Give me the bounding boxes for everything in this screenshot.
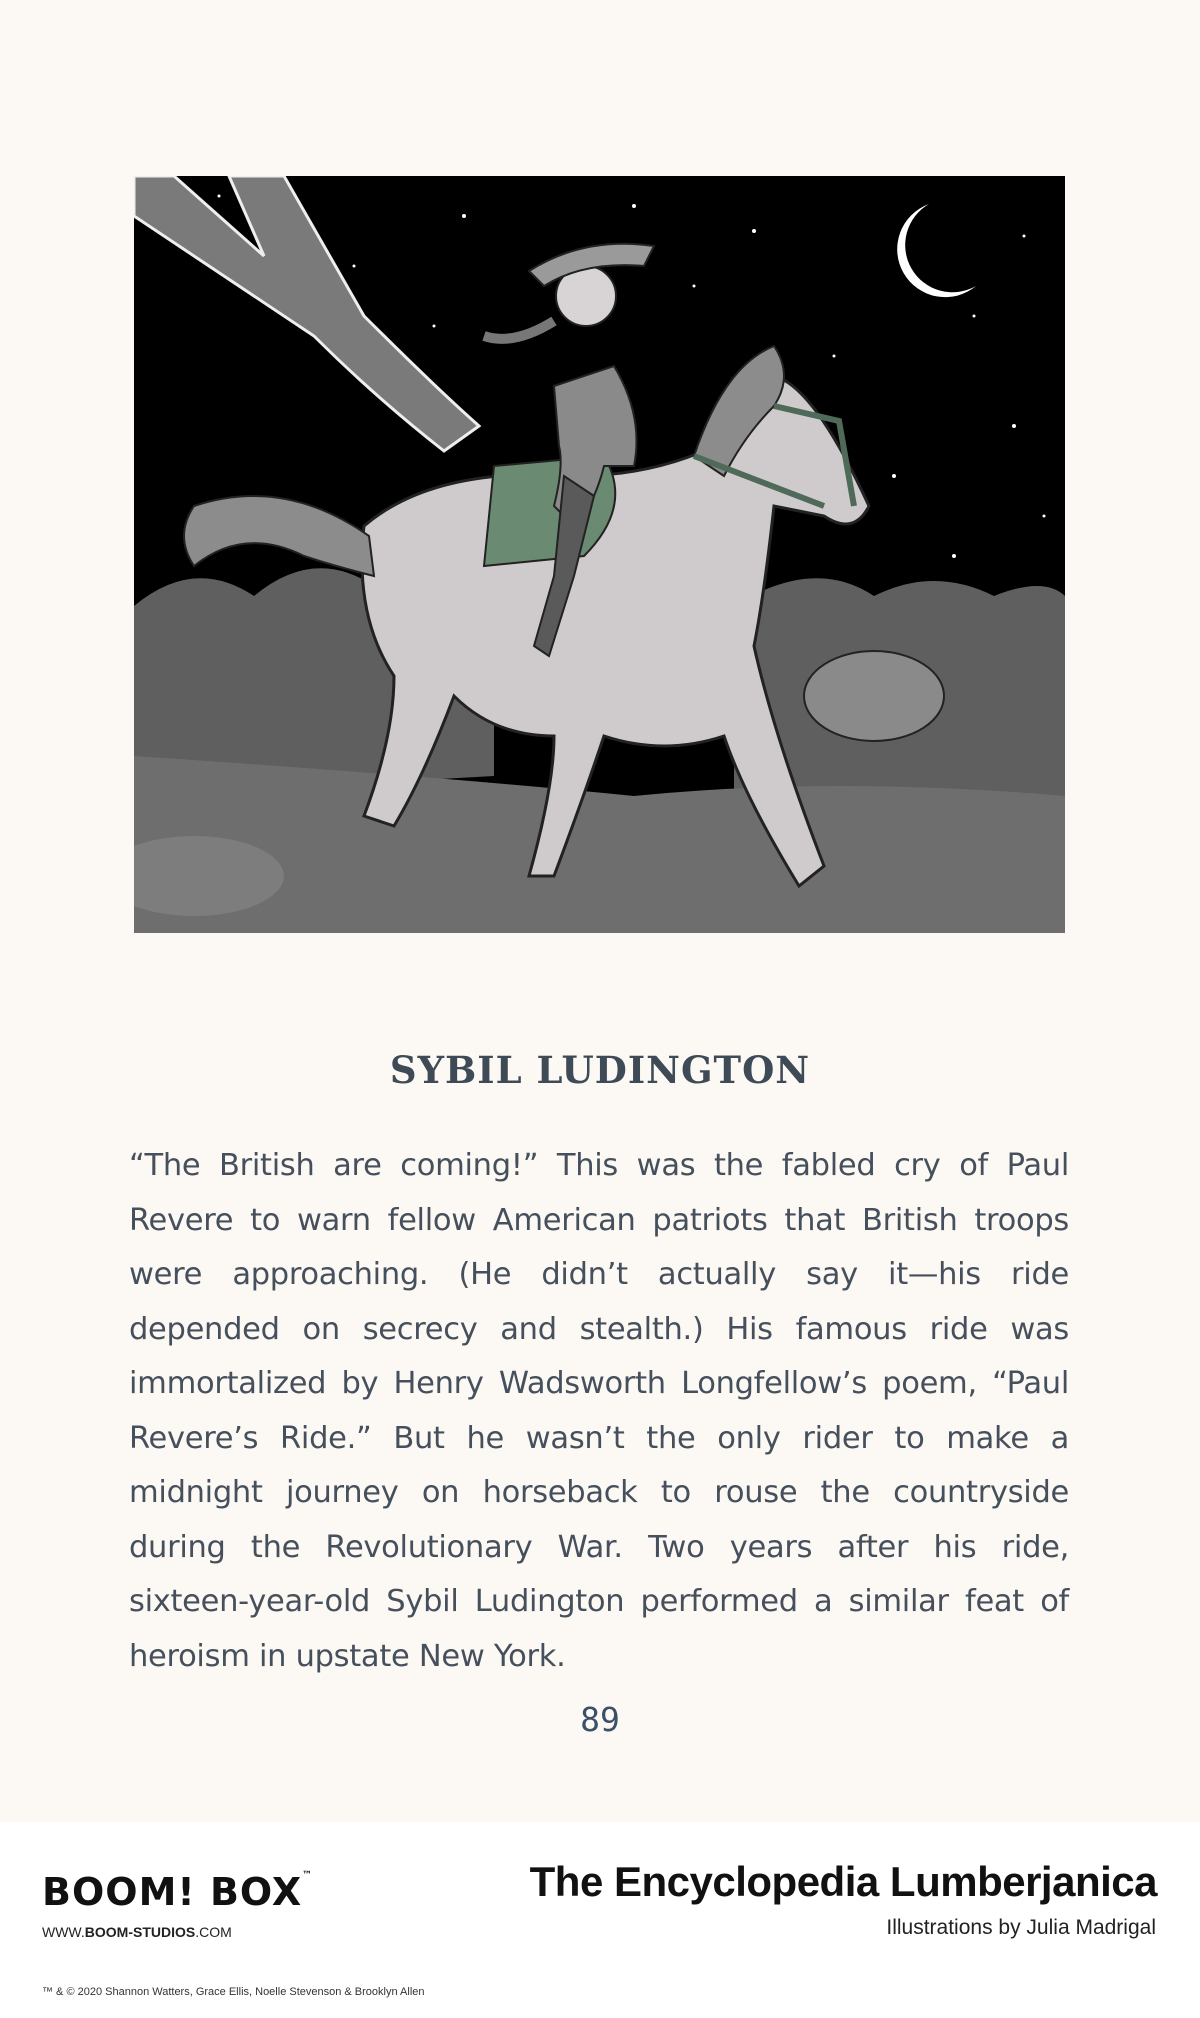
trademark-mark: ™ <box>302 1870 314 1881</box>
illustration-credit: Illustrations by Julia Madrigal <box>886 1916 1156 1939</box>
url-suffix: .COM <box>195 1924 232 1940</box>
boom-box-logo <box>42 1870 313 1914</box>
url-domain: BOOM-STUDIOS <box>84 1924 196 1940</box>
footer <box>0 1822 1200 2018</box>
page-number: 89 <box>580 1700 620 1739</box>
book-title: The Encyclopedia Lumberjanica <box>529 1858 1157 1905</box>
logo-text: BOOM! BOX <box>42 1870 303 1914</box>
rider-on-horse-illustration <box>134 176 1065 933</box>
article-body: “The British are coming!” This was the fabled cry of Paul Revere to warn fellow American patriots that British troops were approaching. (He didn’t actually say it—his ride depended on secrecy and stealth.) His famous ride was immortalized by Henry Wadsworth Longfellow’s poem, “Paul Revere’s Ride.” But he wasn’t the only rider to make a midnight journey on horseback to rouse the countryside during the Revolutionary War. Two years after his ride, sixteen-year-old Sybil Ludington performed a similar feat of heroism in upstate New York. <box>129 1148 1069 1674</box>
article-heading: SYBIL LUDINGTON <box>389 1048 811 1092</box>
publisher-url[interactable] <box>42 1924 232 1940</box>
copyright-notice: ™ & © 2020 Shannon Watters, Grace Ellis, Noelle Stevenson & Brooklyn Allen <box>42 1986 425 1998</box>
night-ride-drawing <box>134 176 1065 933</box>
rock <box>804 651 944 741</box>
url-prefix: WWW. <box>42 1924 85 1940</box>
